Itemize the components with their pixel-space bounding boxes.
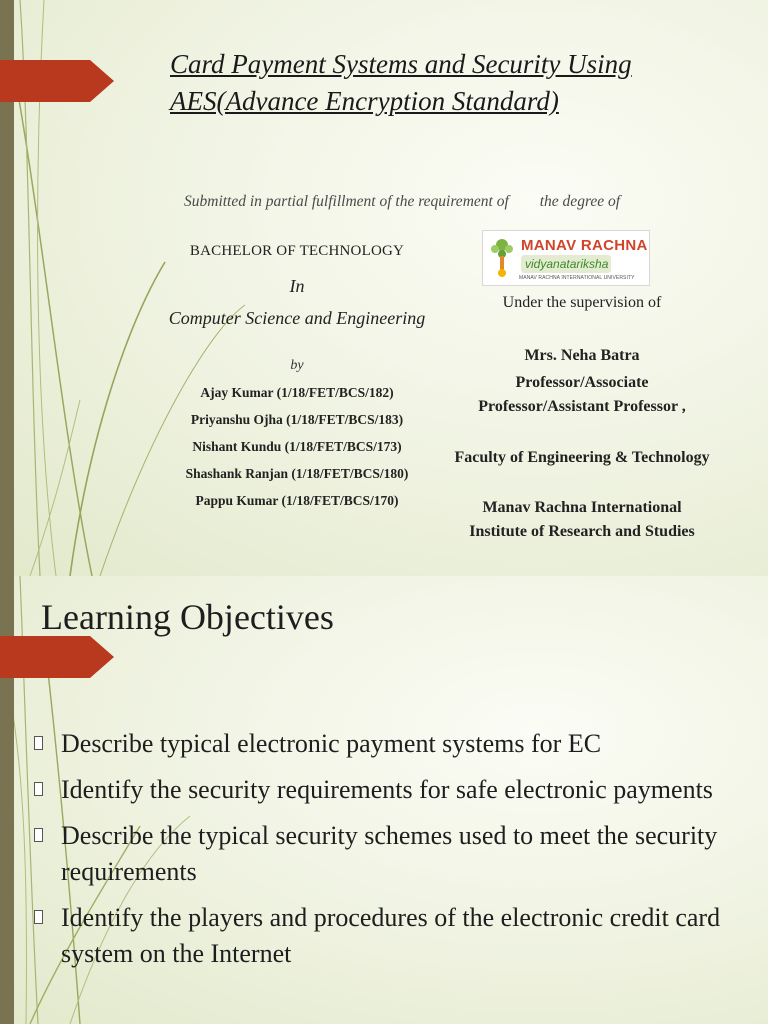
square-bullet-icon [34, 910, 43, 924]
logo-tagline: vidyanatariksha [521, 255, 611, 273]
list-item [34, 772, 724, 808]
objectives-list [34, 726, 724, 982]
university-logo [482, 230, 650, 286]
list-item [34, 726, 724, 762]
accent-tab [0, 60, 114, 102]
by-label: by [290, 358, 304, 373]
slide-heading: Learning Objectives [41, 597, 334, 637]
supervisor-name: Mrs. Neha Batra [524, 347, 640, 364]
tree-icon [487, 236, 517, 280]
student-entry: Shashank Ranjan (1/18/FET/BCS/180) [185, 466, 409, 481]
supervisor-faculty: Faculty of Engineering & Technology [454, 449, 710, 466]
objectives-slide [0, 576, 768, 1024]
student-entry: Nishant Kundu (1/18/FET/BCS/173) [192, 439, 402, 454]
submission-note: Submitted in partial fulfillment of the requirement of the degree of [184, 193, 621, 210]
department-name: Computer Science and Engineering [168, 308, 426, 328]
student-entry: Pappu Kumar (1/18/FET/BCS/170) [195, 493, 399, 508]
list-item [34, 818, 724, 890]
objective-text: Describe typical electronic payment systems for EC [61, 729, 602, 758]
degree-name: BACHELOR OF TECHNOLOGY [189, 243, 405, 259]
in-label: In [289, 276, 305, 296]
student-entry: Priyanshu Ojha (1/18/FET/BCS/183) [190, 412, 404, 427]
objective-text: Identify the players and procedures of the electronic credit card system on the Internet [61, 903, 721, 968]
list-item [34, 900, 724, 972]
supervision-label: Under the supervision of [502, 294, 662, 311]
objective-text: Describe the typical security schemes used to meet the security requirements [61, 821, 718, 886]
supervisor-title: Professor/Associate Professor/Assistant Professor , [478, 374, 686, 415]
square-bullet-icon [34, 782, 43, 796]
student-entry: Ajay Kumar (1/18/FET/BCS/182) [200, 385, 394, 400]
square-bullet-icon [34, 736, 43, 750]
square-bullet-icon [34, 828, 43, 842]
objective-text: Identify the security requirements for safe electronic payments [61, 775, 713, 804]
supervisor-institute: Manav Rachna International Institute of Research and Studies [469, 499, 695, 540]
presentation-title: Card Payment Systems and Security Using AES(Advance Encryption Standard) [170, 49, 632, 116]
logo-subtitle: MANAV RACHNA INTERNATIONAL UNIVERSITY [519, 275, 635, 281]
accent-tab [0, 636, 114, 678]
logo-name: MANAV RACHNA [521, 237, 648, 254]
